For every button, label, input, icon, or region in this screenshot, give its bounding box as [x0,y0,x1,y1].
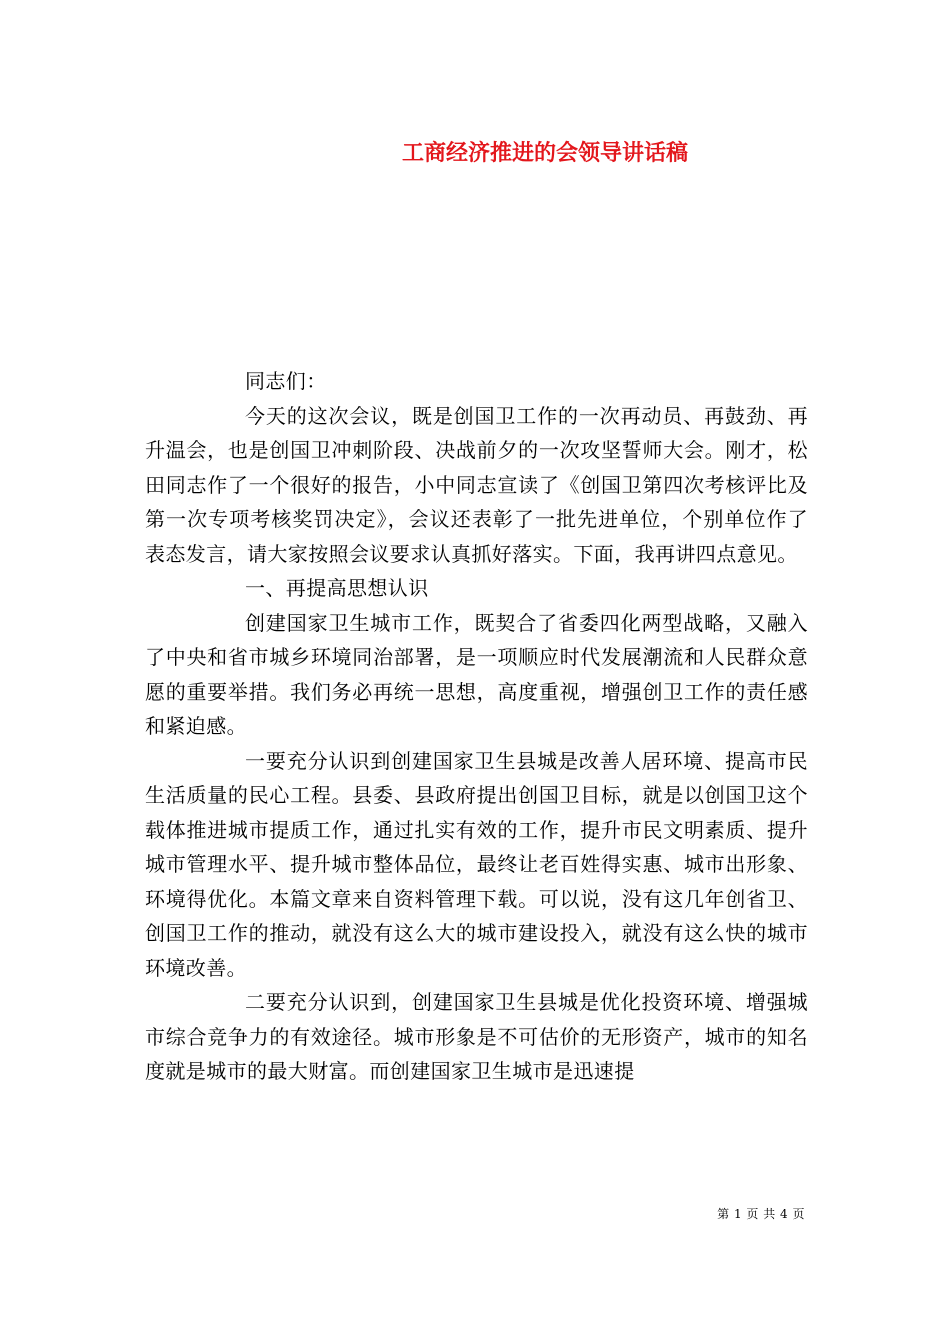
document-title: 工商经济推进的会领导讲话稿 [401,140,688,166]
paragraph-point-2: 二要充分认识到，创建国家卫生县城是优化投资环境、增强城市综合竞争力的有效途径。城市形象是不可估价的无形资产，城市的知名度就是城市的最大财富。而创建国家卫生城市是迅速提 [145,990,808,1083]
salutation: 同志们： [245,369,327,393]
paragraph-intro: 今天的这次会议，既是创国卫工作的一次再动员、再鼓劲、再升温会，也是创国卫冲刺阶段、决战前夕的一次攻坚誓师大会。刚才，松田同志作了一个很好的报告，小中同志宣读了《创国卫第四次考核评比及第一次专项考核奖罚决定》，会议还表彰了一批先进单位，个别单位作了表态发言，请大家按照会议要求认真抓好落实。下面，我再讲四点意见。 [145,403,808,566]
paragraph-point-1: 一要充分认识到创建国家卫生县城是改善人居环境、提高市民生活质量的民心工程。县委、县政府提出创国卫目标，就是以创国卫这个载体推进城市提质工作，通过扎实有效的工作，提升市民文明素质、提升城市管理水平、提升城市整体品位，最终让老百姓得实惠、城市出形象、环境得优化。本篇文章来自资料管理下载。可以说，没有这几年创省卫、创国卫工作的推动，就没有这么大的城市建设投入，就没有这么快的城市环境改善。 [145,748,808,980]
section-heading-1: 一、再提高思想认识 [245,576,429,600]
document-body [145,364,808,1089]
paragraph-section-1: 创建国家卫生城市工作，既契合了省委四化两型战略，又融入了中央和省市城乡环境同治部署，是一项顺应时代发展潮流和人民群众意愿的重要举措。我们务必再统一思想，高度重视，增强创卫工作的责任感和紧迫感。 [145,610,808,738]
page-number: 第 1 页 共 4 页 [717,1207,805,1221]
